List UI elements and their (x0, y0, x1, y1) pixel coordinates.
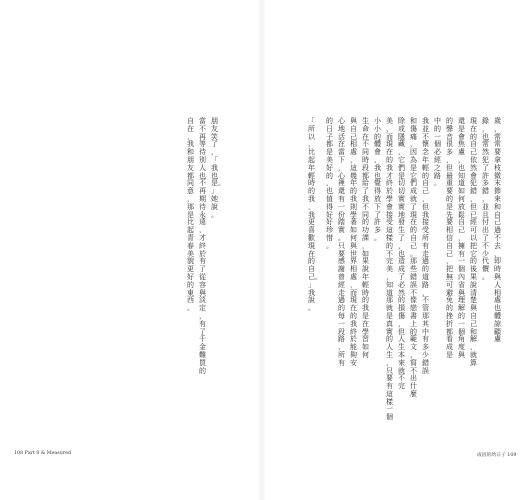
text-column: 中的一個必經之路。 (434, 117, 441, 188)
text-column: 生命在不同時段都給了我不同的功課，如果說年輕時的我是在學習如何 (362, 117, 369, 359)
text-column: 朋友笑了，「我也是。」她說。 (211, 117, 222, 219)
page-folio-left: 108 Part 8 & Measured (14, 451, 72, 456)
text-column: 自在，我和朋友都同意，那是比起青春美貌更好的東西。 (187, 117, 194, 313)
text-column: 歲，常常要拿枝微末節來和自己過不去，即時與人相處也體諒顧慮 (494, 117, 501, 344)
text-column: 心地活在當下，心裡還有一份踏實。只要感謝曾經走過的每一段路，所有 (338, 117, 345, 367)
text-column: 「所以，比起年輕時的我，我更喜歡現在的自己。」我說。 (308, 117, 319, 313)
text-column: 除或隱藏，它們是切切實實地發生了，也造成了必然的損傷，但人生本來就不完 (398, 117, 405, 391)
text-column: 還是會焦慮，也知道如何放鬆自己，擁有一個內省與理解的一個角度與 (458, 117, 465, 359)
text-column: 的聲音很多，但最重要的是先要相信自己，把無可避免的挫折都看成是 (446, 117, 453, 359)
text-column: 錄，也常然犯了許多錯，並且付出了不少代價。 (482, 117, 489, 281)
page-folio-right: 成因的幼日子 109 (477, 453, 517, 458)
text-column: 與自己相處，這幾年的我則學著如何與世界相處，而現在的我終於能夠安 (350, 117, 357, 367)
text-column: 當不再等待別人也不再期待永遠，才終於有了從容與淡定，有了千金難買的 (199, 117, 206, 375)
text-column: 我並不懷念年輕的自己，但我接受所有走過的道路，不管那其中有多少錯誤 (422, 117, 429, 375)
text-column: 小小的體會，我也覺得放下了許多。 (374, 117, 381, 242)
text-column: 現在的自己依然會犯錯，但已經可以把它的後果說清楚與自己和解，就算 (470, 117, 477, 367)
text-column: 的日子都是美好的，也值得好好珍惜。 (326, 117, 333, 250)
text-column: 和傷痛，因為是它們成就了現在的自己。那些錯誤不像戀書上的範文，寫不出什麼 (410, 117, 417, 398)
right-page (262, 0, 520, 500)
text-column: 美，而現在的我才終於學會接受這樣的不完美，知道那就是真實的人生，只要有這樣一個 (386, 117, 393, 422)
